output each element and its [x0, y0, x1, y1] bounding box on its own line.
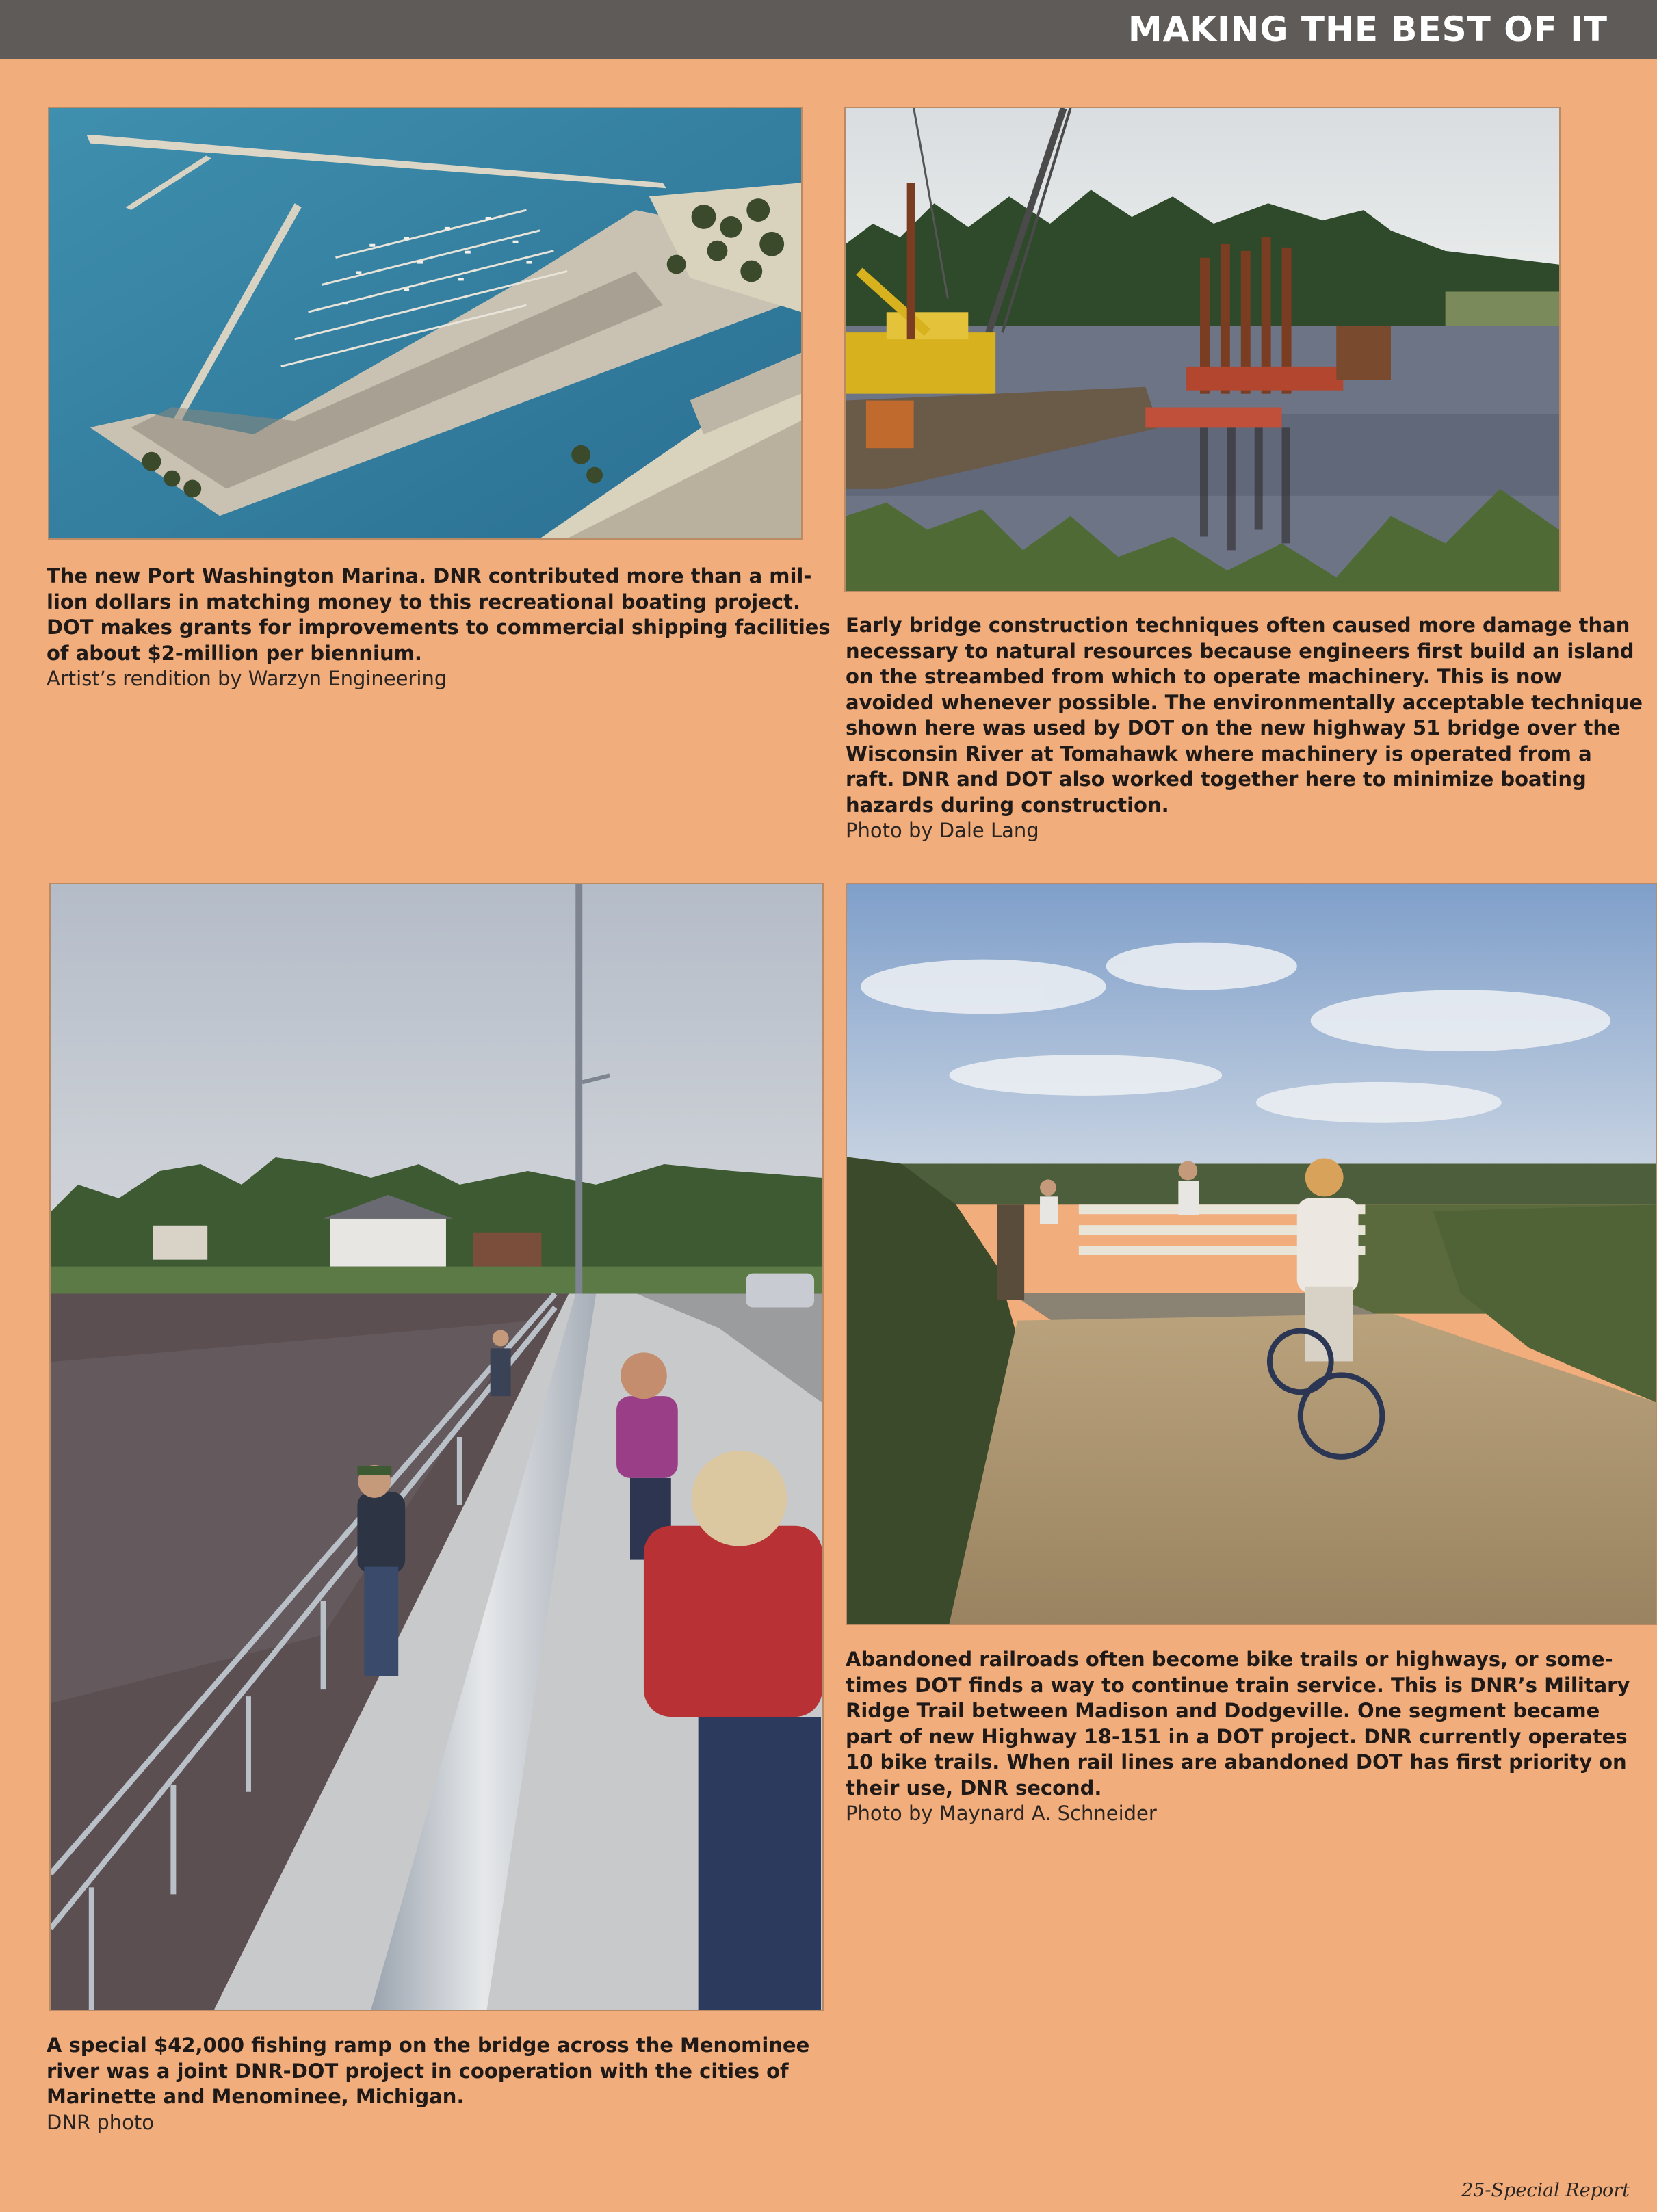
caption-line: Ridge Trail between Madison and Dodgeville. One segment became [846, 1699, 1600, 1722]
photo-credit: Photo by Dale Lang [846, 819, 1039, 842]
bridge-caption [846, 613, 1643, 844]
fishing-ramp-caption [47, 2033, 826, 2135]
caption-line: Abandoned railroads often become bike trails or highways, or some- [846, 1648, 1613, 1671]
caption-line: lion dollars in matching money to this recreational boating project. [47, 590, 800, 614]
caption-line: 10 bike trails. When rail lines are abandoned DOT has first priority on [846, 1750, 1627, 1774]
caption-line: their use, DNR second. [846, 1776, 1102, 1800]
caption-line: hazards during construction. [846, 793, 1169, 817]
caption-line: on the streambed from which to operate machinery. This is now [846, 665, 1563, 688]
caption-line: Wisconsin River at Tomahawk where machinery is operated from a [846, 741, 1592, 765]
photo-credit: Photo by Maynard A. Schneider [846, 1802, 1157, 1825]
caption-line: times DOT finds a way to continue train service. This is DNR’s Military [846, 1673, 1630, 1697]
page-number-folio: 25-Special Report [1461, 2180, 1630, 2201]
bridge-construction-photo [844, 107, 1561, 592]
caption-line: A special $42,000 fishing ramp on the bridge across the Menominee [47, 2033, 810, 2057]
photo-credit: DNR photo [47, 2110, 155, 2134]
marina-caption [47, 564, 831, 692]
caption-line: Marinette and Menominee, Michigan. [47, 2085, 465, 2108]
bike-trail-caption [846, 1647, 1632, 1827]
bike-trail-photo [846, 883, 1657, 1625]
caption-line: raft. DNR and DOT also worked together here to minimize boating [846, 767, 1587, 791]
marina-rendering-image [48, 107, 803, 540]
fishing-ramp-photo [49, 883, 824, 2011]
caption-line: Early bridge construction techniques often caused more damage than [846, 614, 1630, 637]
caption-line: The new Port Washington Marina. DNR contributed more than a mil- [47, 564, 812, 588]
caption-line: shown here was used by DOT on the new highway 51 bridge over the [846, 716, 1621, 739]
caption-line: of about $2-million per biennium. [47, 641, 422, 665]
caption-line: part of new Highway 18-151 in a DOT project. DNR currently operates [846, 1724, 1628, 1748]
caption-line: DOT makes grants for improvements to commercial shipping facilities [47, 616, 831, 639]
caption-line: river was a joint DNR-DOT project in cooperation with the cities of [47, 2059, 789, 2083]
caption-line: necessary to natural resources because engineers first build an island [846, 639, 1634, 663]
photo-credit: Artist’s rendition by Warzyn Engineering [47, 667, 447, 690]
page-section-title: MAKING THE BEST OF IT [1127, 10, 1608, 49]
caption-line: avoided whenever possible. The environmentally acceptable technique [846, 690, 1643, 714]
